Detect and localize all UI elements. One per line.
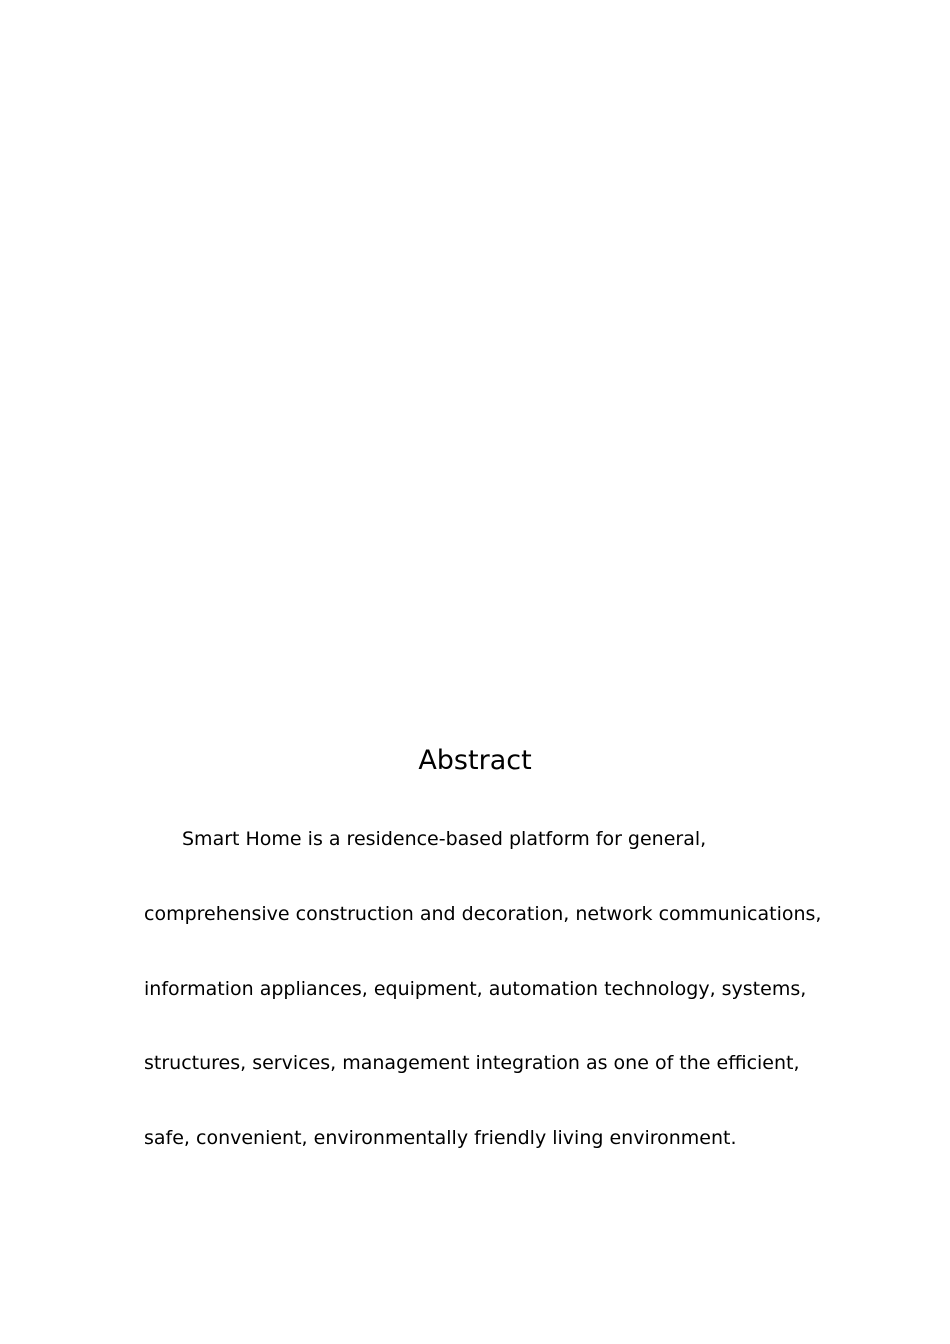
abstract-line-5: safe, convenient, environmentally friendly living environment. [144, 1127, 737, 1149]
page-title: Abstract [418, 745, 532, 776]
abstract-line-4: structures, services, management integration as one of the efficient, [144, 1052, 800, 1074]
abstract-line-1: Smart Home is a residence-based platform for general, [182, 828, 707, 850]
abstract-line-3: information appliances, equipment, automation technology, systems, [144, 978, 807, 1000]
abstract-line-2: comprehensive construction and decoration, network communications, [144, 903, 822, 925]
